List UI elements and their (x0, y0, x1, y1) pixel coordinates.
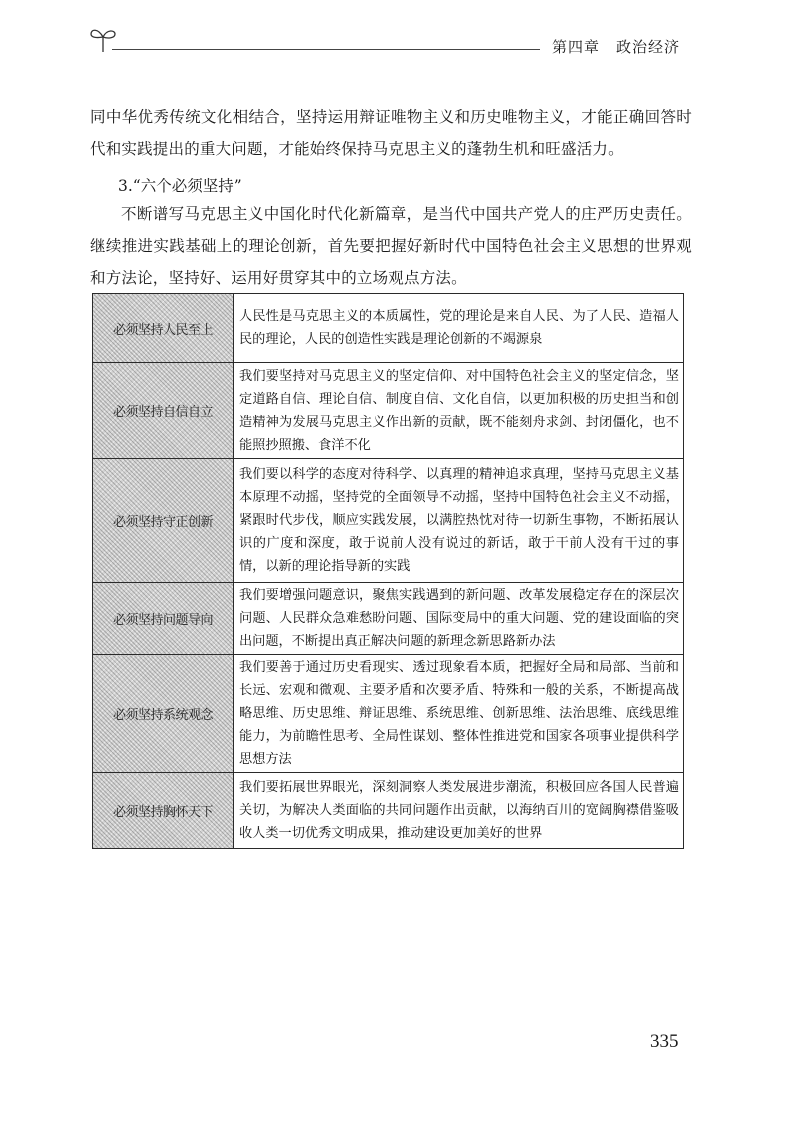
table-row (93, 773, 684, 849)
row-label: 必须坚持人民至上 (93, 294, 234, 363)
section-heading: 3.“六个必须坚持” (118, 177, 242, 195)
principles-table (92, 293, 684, 849)
row-text: 人民性是马克思主义的本质属性，党的理论是来自人民、为了人民、造福人民的理论，人民的创造性实践是理论创新的不竭源泉 (234, 294, 684, 363)
row-label: 必须坚持守正创新 (93, 459, 234, 583)
table-row (93, 459, 684, 583)
paragraph-1: 同中华优秀传统文化相结合，坚持运用辩证唯物主义和历史唯物主义，才能正确回答时代和实践提出的重大问题，才能始终保持马克思主义的蓬勃生机和旺盛活力。 (90, 108, 692, 158)
row-text: 我们要以科学的态度对待科学、以真理的精神追求真理，坚持马克思主义基本原理不动摇，坚持党的全面领导不动摇，坚持中国特色社会主义不动摇，紧跟时代步伐，顺应实践发展，以满腔热忱对待一切新生事物，不断拓展认识的广度和深度，敢于说前人没有说过的新话，敢于干前人没有干过的事情，以新的理论指导新的实践 (234, 459, 684, 583)
paragraph-2: 不断谱写马克思主义中国化时代化新篇章，是当代中国共产党人的庄严历史责任。继续推进实践基础上的理论创新，首先要把握好新时代中国特色社会主义思想的世界观和方法论，坚持好、运用好贯穿其中的立场观点方法。 (90, 205, 692, 287)
table-row (93, 294, 684, 363)
header-rule (112, 49, 540, 50)
row-label: 必须坚持自信自立 (93, 363, 234, 459)
row-text: 我们要善于通过历史看现实、透过现象看本质，把握好全局和局部、当前和长远、宏观和微观、主要矛盾和次要矛盾、特殊和一般的关系，不断提高战略思维、历史思维、辩证思维、系统思维、创新思维、法治思维、底线思维能力，为前瞻性思考、全局性谋划、整体性推进党和国家各项事业提供科学思想方法 (234, 655, 684, 773)
chapter-title: 第四章 政治经济 (552, 38, 681, 56)
table-row (93, 655, 684, 773)
row-text: 我们要增强问题意识，聚焦实践遇到的新问题、改革发展稳定存在的深层次问题、人民群众急难愁盼问题、国际变局中的重大问题、党的建设面临的突出问题，不断提出真正解决问题的新理念新思路新办法 (234, 583, 684, 655)
row-label: 必须坚持系统观念 (93, 655, 234, 773)
table-row (93, 583, 684, 655)
row-label: 必须坚持问题导向 (93, 583, 234, 655)
row-text: 我们要拓展世界眼光，深刻洞察人类发展进步潮流，积极回应各国人民普遍关切，为解决人类面临的共同问题作出贡献，以海纳百川的宽阔胸襟借鉴吸收人类一切优秀文明成果，推动建设更加美好的世界 (234, 773, 684, 849)
row-text: 我们要坚持对马克思主义的坚定信仰、对中国特色社会主义的坚定信念，坚定道路自信、理论自信、制度自信、文化自信，以更加积极的历史担当和创造精神为发展马克思主义作出新的贡献，既不能刻舟求剑、封闭僵化，也不能照抄照搬、食洋不化 (234, 363, 684, 459)
table-row (93, 363, 684, 459)
row-label: 必须坚持胸怀天下 (93, 773, 234, 849)
page-number: 335 (650, 1031, 679, 1052)
